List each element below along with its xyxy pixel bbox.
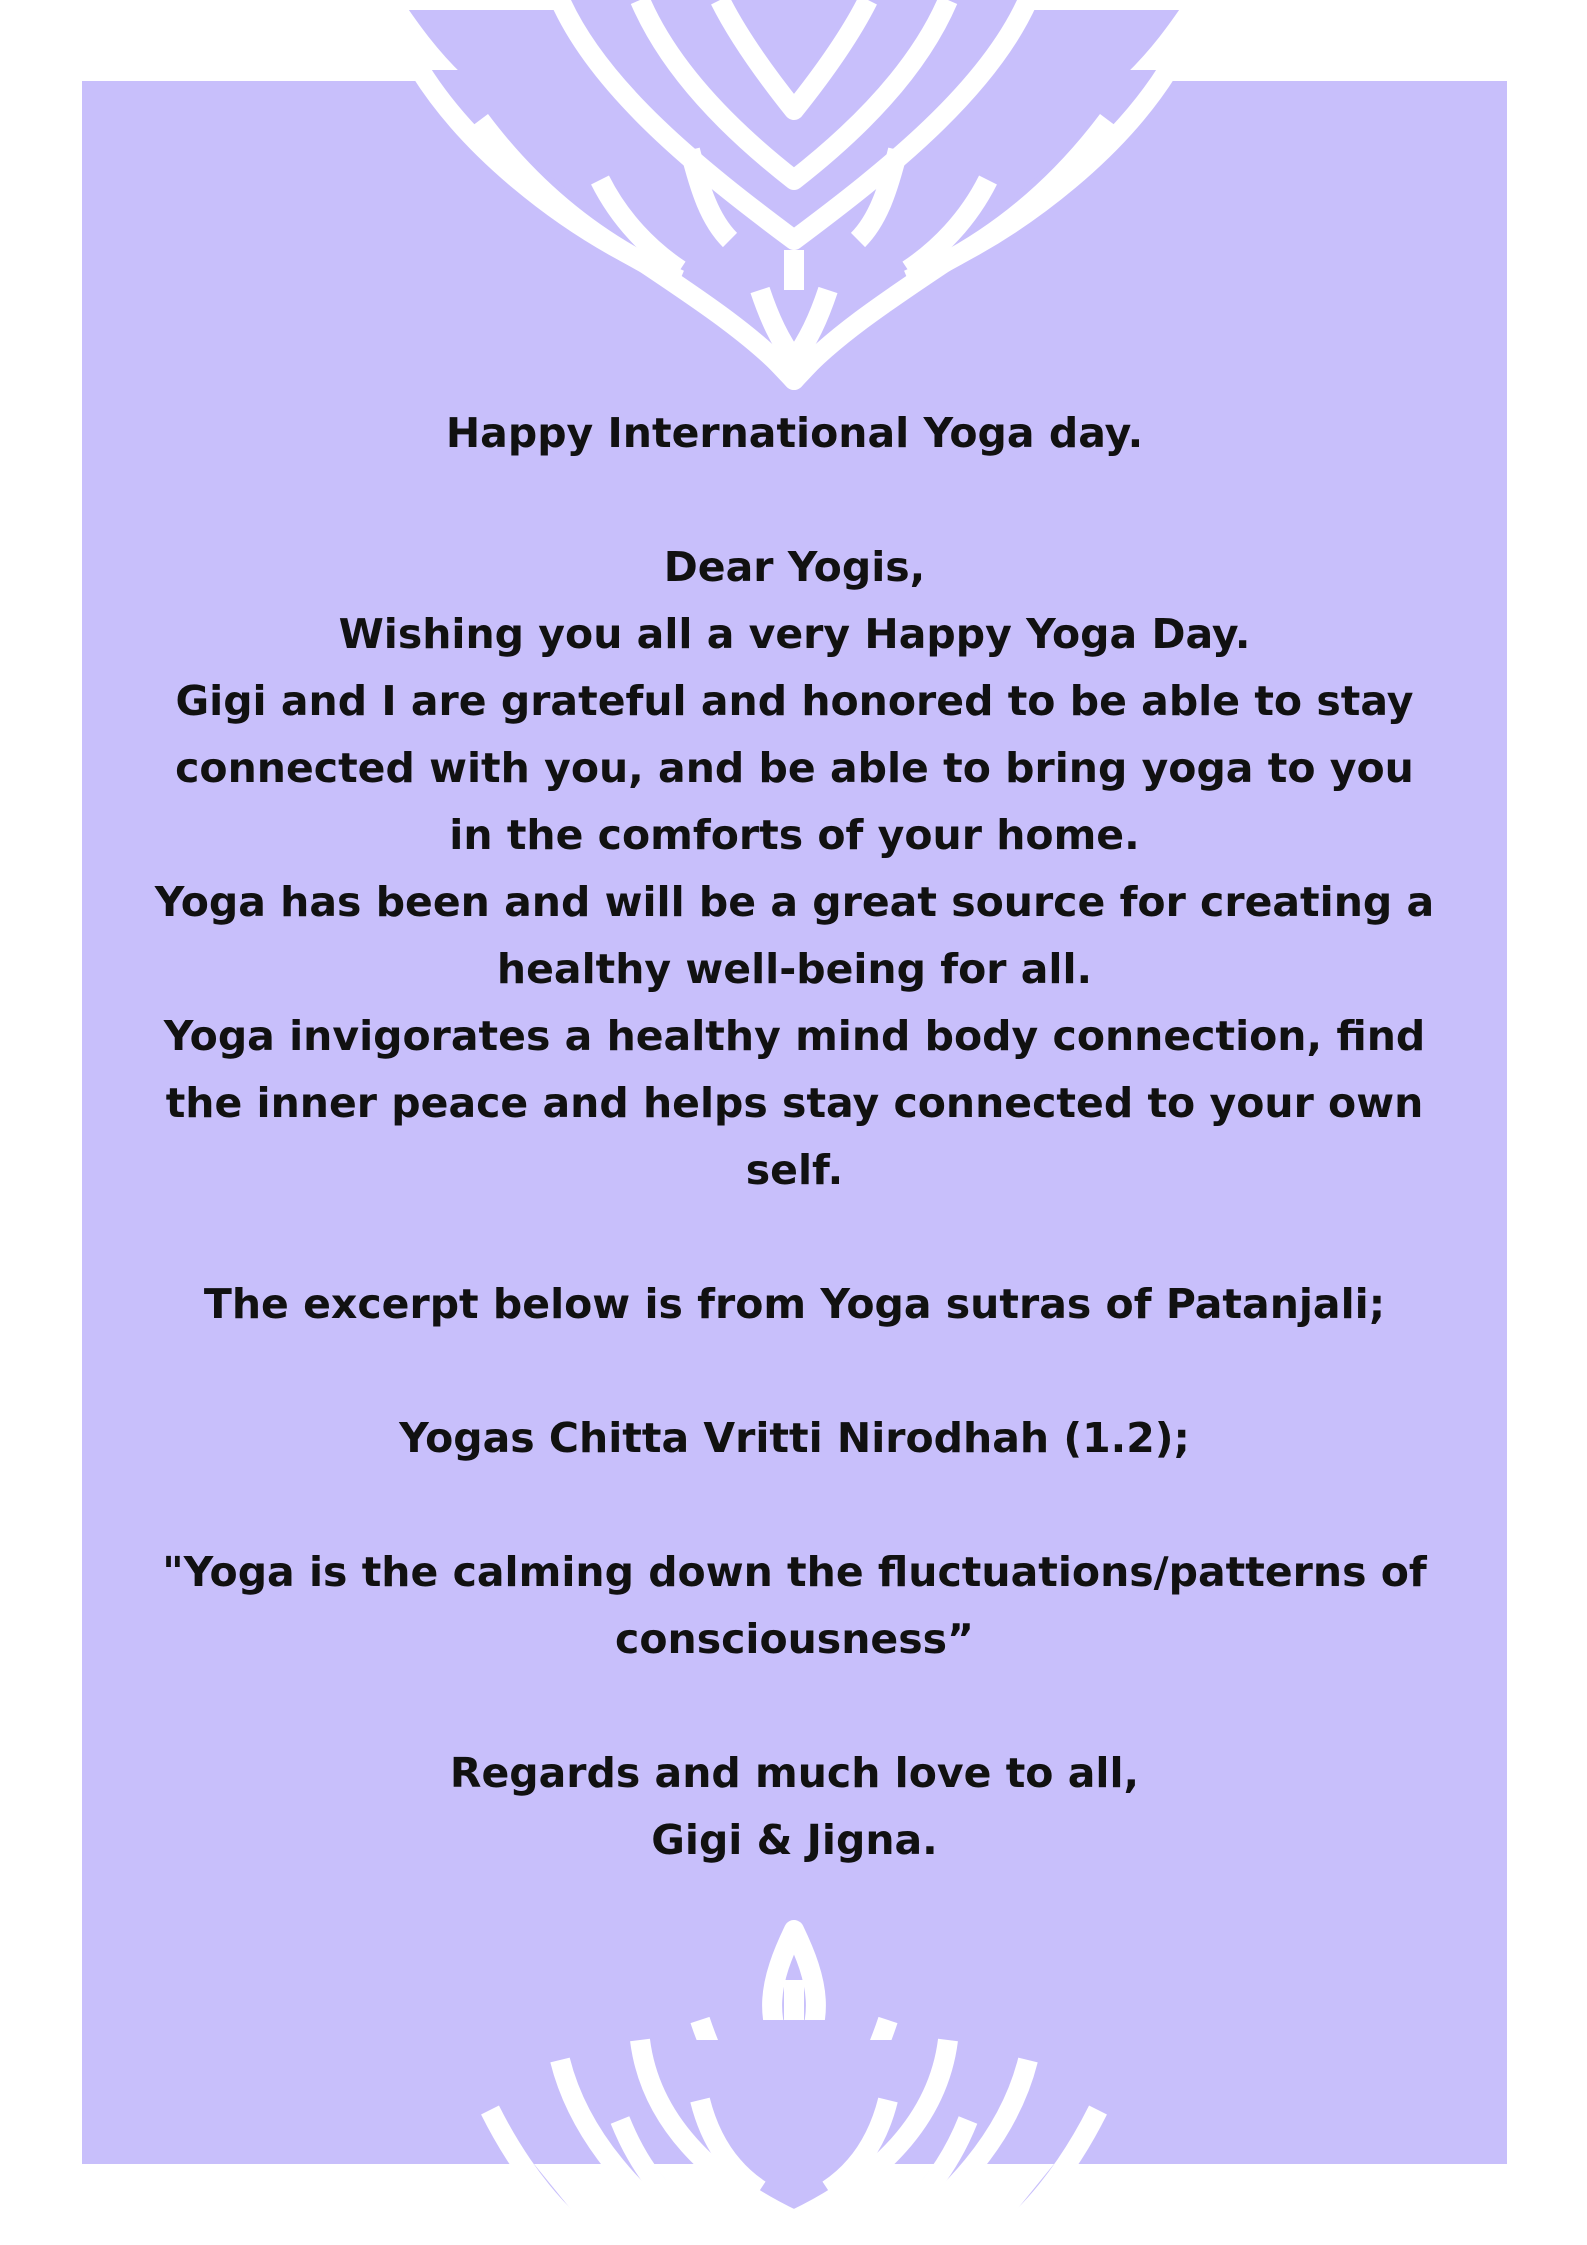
letter-body [82, 400, 1507, 1874]
letter-source-paragraph: Yoga has been and will be a great source for creating a healthy well-being for all. [154, 878, 1435, 993]
sutra-translation: "Yoga is the calming down the fluctuations/patterns of consciousness” [162, 1548, 1427, 1663]
letter-closing: Regards and much love to all, [449, 1749, 1140, 1797]
letter-gratitude-paragraph: Gigi and I are grateful and honored to be able to stay connected with you, and be able to bring yoga to you in the comforts of your home. [175, 677, 1414, 859]
letter-salutation: Dear Yogis, [663, 543, 926, 591]
letter-wish: Wishing you all a very Happy Yoga Day. [338, 610, 1251, 658]
letter-signature: Gigi & Jigna. [651, 1816, 938, 1864]
letter-benefits-paragraph: Yoga invigorates a healthy mind body connection, find the inner peace and helps stay connected to your own self. [163, 1012, 1426, 1194]
excerpt-intro: The excerpt below is from Yoga sutras of Patanjali; [203, 1280, 1386, 1328]
sutra-line: Yogas Chitta Vritti Nirodhah (1.2); [399, 1414, 1190, 1462]
letter-heading: Happy International Yoga day. [445, 409, 1144, 457]
